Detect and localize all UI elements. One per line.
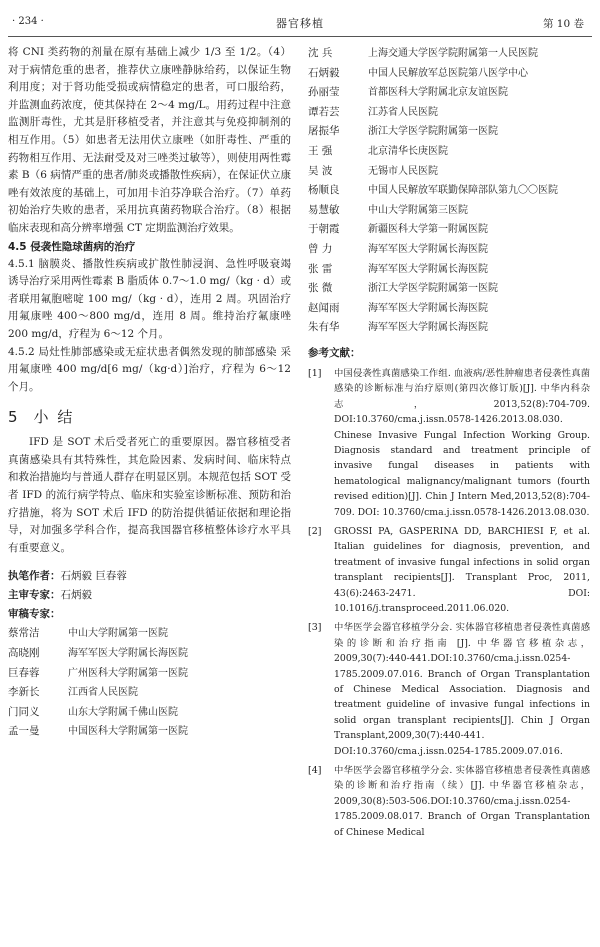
reviewer-row bbox=[8, 722, 291, 742]
reviewer-name: 谭若芸 bbox=[308, 105, 340, 118]
reviewer-affiliation: 无锡市人民医院 bbox=[368, 165, 438, 177]
reviewer-affiliation: 中山大学附属第三医院 bbox=[368, 204, 468, 216]
reviewer-affiliation: 中国医科大学附属第一医院 bbox=[68, 726, 188, 738]
reviewer-row bbox=[308, 240, 590, 260]
reviewer-row bbox=[308, 142, 590, 162]
chief-name: 石炳毅 bbox=[60, 589, 92, 602]
reviewer-affiliation: 浙江大学医学院附属第一医院 bbox=[368, 126, 498, 138]
reference-text: 中国侵袭性真菌感染工作组. 血液病/恶性肿瘤患者侵袭性真菌感染的诊断标准与治疗原则(第四次修订版)[J]. 中华内科杂志，2013,52(8):704-709. DOI:10.3760/cma.j.issn.0578-1426.2013.08.030. Chinese Invasive Fungal Infection Working Group. Diagnosis standard and treatment principle of invasive fungal diseases in patients with hematological malignancy/malignant tumors (fourth revised edition)[J]. Chin J Intern Med,2013,52(8):704-709. DOI: 10.3760/cma.j.issn.0578-1426.2013.08.030. bbox=[334, 367, 590, 518]
reference-entry bbox=[308, 763, 590, 840]
reviewer-row bbox=[308, 260, 590, 280]
chief-reviewer-line bbox=[8, 586, 291, 605]
reviewer-name: 张 微 bbox=[308, 282, 333, 295]
reviewer-name: 门同义 bbox=[8, 705, 40, 718]
reference-number: [3] bbox=[308, 622, 322, 634]
reviewer-row bbox=[308, 83, 590, 103]
reviewer-row bbox=[8, 624, 291, 644]
author-label: 执笔作者： bbox=[8, 570, 61, 583]
reviewer-name: 朱有华 bbox=[308, 321, 340, 334]
reviewer-name: 张 雷 bbox=[308, 262, 333, 275]
reviewer-name: 沈 兵 bbox=[308, 47, 333, 59]
summary-paragraph: IFD 是 SOT 术后受者死亡的重要原因。器官移植受者真菌感染具有其特殊性，其危险因素、发病时间、临床特点和救治措施均与普通人群存在明显区别。本规范包括 SOT 受者 IFD 的流行病学特点、临床和实验室诊断标准、预防和治疗措施，将为 SOT 术后 IFD 的防治提供循证依据和理论指导，对加强多学科合作，提高我国器官移植整体诊疗水平具有重要意义。 bbox=[8, 436, 291, 554]
reviewer-row bbox=[8, 644, 291, 664]
reviewer-row bbox=[308, 318, 590, 338]
reference-entry bbox=[308, 620, 590, 759]
reviewer-row bbox=[308, 162, 590, 182]
reference-number: [4] bbox=[308, 765, 322, 777]
reviewer-affiliation: 北京清华长庚医院 bbox=[368, 145, 448, 157]
reviewer-name: 于朝霞 bbox=[308, 223, 340, 236]
reviewer-row bbox=[308, 279, 590, 299]
reviewer-name: 巨春蓉 bbox=[8, 666, 40, 679]
reviewer-affiliation: 上海交通大学医学院附属第一人民医院 bbox=[368, 48, 538, 59]
journal-name: 器官移植 bbox=[276, 17, 324, 30]
reviewer-name: 李新长 bbox=[8, 686, 40, 699]
author-names: 石炳毅 巨春蓉 bbox=[60, 570, 127, 583]
reviewer-row bbox=[8, 703, 291, 723]
reference-entry bbox=[308, 524, 590, 616]
reviewer-affiliation: 广州医科大学附属第一医院 bbox=[68, 667, 188, 679]
reviewer-affiliation: 海军军医大学附属长海医院 bbox=[368, 302, 488, 314]
reviewer-affiliation: 海军军医大学附属长海医院 bbox=[368, 322, 488, 334]
section-title: 小 结 bbox=[33, 408, 75, 427]
reviewer-row bbox=[308, 181, 590, 201]
credits-block bbox=[8, 567, 291, 742]
reference-number: [1] bbox=[308, 367, 322, 379]
reviewer-name: 曾 力 bbox=[308, 242, 333, 255]
reviewer-row bbox=[308, 299, 590, 319]
reviewer-row bbox=[308, 103, 590, 123]
reviewer-affiliation: 中国人民解放军联勤保障部队第九〇〇医院 bbox=[368, 185, 558, 197]
reference-text: 中华医学会器官移植学分会. 实体器官移植患者侵袭性真菌感染的诊断和治疗指南（续）[J]. 中华器官移植杂志，2009,30(8):503-506.DOI:10.3760/cma.j.issn.0254-1785.2009.08.017. Branch of Organ Transplantation of Chinese Medical bbox=[334, 765, 590, 838]
sub-paragraph: 4.5.1 脑膜炎、播散性疾病或扩散性肺浸润、急性呼吸衰竭 诱导治疗采用两性霉素 B 脂质体 0.7～1.0 mg/（kg · d）或者联用氟胞嘧啶 100 mg/（kg · d），连用 2 周。巩固治疗用氟康唑 400～800 mg/d，连用 8 周。维持治疗氟康唑 200 mg/d，疗程为 6～12 个月。 bbox=[8, 257, 291, 340]
reviewer-affiliation: 中山大学附属第一医院 bbox=[68, 628, 168, 640]
reviewer-name: 杨顺良 bbox=[308, 184, 340, 197]
reviewer-affiliation: 浙江大学医学院附属第一医院 bbox=[368, 283, 498, 295]
reference-number: [2] bbox=[308, 525, 322, 537]
chief-label: 主审专家： bbox=[8, 589, 61, 602]
section-number: 5 bbox=[8, 408, 20, 427]
reviewer-row bbox=[308, 220, 590, 240]
header-rule bbox=[8, 36, 592, 37]
author-line bbox=[8, 567, 291, 586]
reviewers-line bbox=[8, 605, 291, 624]
reviewer-affiliation: 首都医科大学附属北京友谊医院 bbox=[368, 87, 508, 99]
references-title: 参考文献： bbox=[308, 346, 361, 359]
reviewer-affiliation: 新疆医科大学第一附属医院 bbox=[368, 224, 488, 236]
reviewer-name: 石炳毅 bbox=[308, 66, 340, 79]
reviewer-row bbox=[308, 122, 590, 142]
reviewer-affiliation: 中国人民解放军总医院第八医学中心 bbox=[368, 67, 528, 79]
left-column bbox=[8, 44, 291, 742]
reviewer-affiliation: 海军军医大学附属长海医院 bbox=[368, 243, 488, 255]
reviewer-row bbox=[308, 201, 590, 221]
reviewer-affiliation: 海军军医大学附属长海医院 bbox=[368, 263, 488, 275]
reference-entry bbox=[308, 366, 590, 520]
reviewer-affiliation: 江苏省人民医院 bbox=[368, 106, 438, 118]
reviewer-name: 孟一曼 bbox=[8, 725, 40, 738]
reviewer-affiliation: 江西省人民医院 bbox=[68, 687, 138, 699]
reviewer-row bbox=[8, 683, 291, 703]
reviewer-name: 蔡常洁 bbox=[8, 627, 40, 640]
reviewer-name: 吴 波 bbox=[308, 164, 333, 177]
reference-text: 中华医学会器官移植学分会. 实体器官移植患者侵袭性真菌感染的诊断和治疗指南 [J]. 中华器官移植杂志，2009,30(7):440-441.DOI:10.3760/cma.j.issn.0254-1785.2009.07.016. Branch of Organ Transplantation of Chinese Medical Association. Diagnosis and treatment guideline of invasive fungal infections in solid organ transplant recipients[J]. Chin J Organ Transplant,2009,30(7):440-441. DOI:10.3760/cma.j.issn.0254-1785.2009.07.016. bbox=[334, 622, 590, 757]
section-heading bbox=[8, 406, 291, 427]
right-column bbox=[308, 44, 590, 844]
volume-label: 第 10 卷 bbox=[542, 18, 584, 30]
sub-paragraph: 4.5.2 局灶性肺部感染或无症状患者偶然发现的肺部感染 采用氟康唑 400 mg/d[6 mg/（kg·d）]治疗，疗程为 6～12 个月。 bbox=[8, 345, 291, 393]
reference-text: GROSSI PA, GASPERINA DD, BARCHIESI F, et al. Italian guidelines for diagnosis, prevention, and treatment of invasive fungal infections in solid organ transplant recipients[J]. Transplant Proc, 2011, 43(6):2463-2471. DOI: 10.1016/j.transproceed.2011.06.020. bbox=[334, 525, 590, 614]
reviewer-name: 易慧敏 bbox=[308, 203, 340, 216]
page-number: · 234 · bbox=[12, 16, 44, 27]
reviewer-row bbox=[308, 64, 590, 84]
body-paragraph: 将 CNI 类药物的剂量在原有基础上减少 1/3 至 1/2。（4）对于病情危重的患者，推荐伏立康唑静脉给药，以保证生物利用度；对于肾功能受损或病情稳定的患者，可口服给药，并监测血药浓度，使其保持在 2～4 mg/L。用药过程中注意监测肝毒性，尤其是肝移植受者，并注意其与免疫抑制剂的相互作用。（5）如患者无法用伏立康唑（如肝毒性、严重的药物相互作用、无法耐受及对三唑类过敏等），则使用两性霉素 B（6 病情严重的患者/肺炎或播散性疾病），在保证伏立康唑有效浓度的基础上，可加用卡泊芬净联合治疗。（7）单药初始治疗失败的患者，采用抗真菌药物联合治疗。（8）根据临床表现和高分辨率增强 CT 定期监测治疗效果。 bbox=[8, 46, 291, 234]
reviewer-name: 高晓刚 bbox=[8, 647, 40, 660]
reviewer-name: 赵闻雨 bbox=[308, 301, 340, 314]
reviewer-row bbox=[308, 44, 590, 64]
reviewer-name: 王 强 bbox=[308, 144, 333, 157]
subsection-title: 4.5 侵袭性隐球菌病的治疗 bbox=[8, 240, 136, 253]
reviewer-affiliation: 山东大学附属千佛山医院 bbox=[68, 706, 178, 718]
reviewer-row bbox=[8, 664, 291, 684]
reviewers-label: 审稿专家： bbox=[8, 608, 61, 621]
reviewer-name: 孙丽莹 bbox=[308, 86, 340, 99]
page-header bbox=[0, 0, 600, 34]
reviewer-name: 屠振华 bbox=[308, 125, 340, 138]
reviewer-affiliation: 海军军医大学附属长海医院 bbox=[68, 648, 188, 660]
